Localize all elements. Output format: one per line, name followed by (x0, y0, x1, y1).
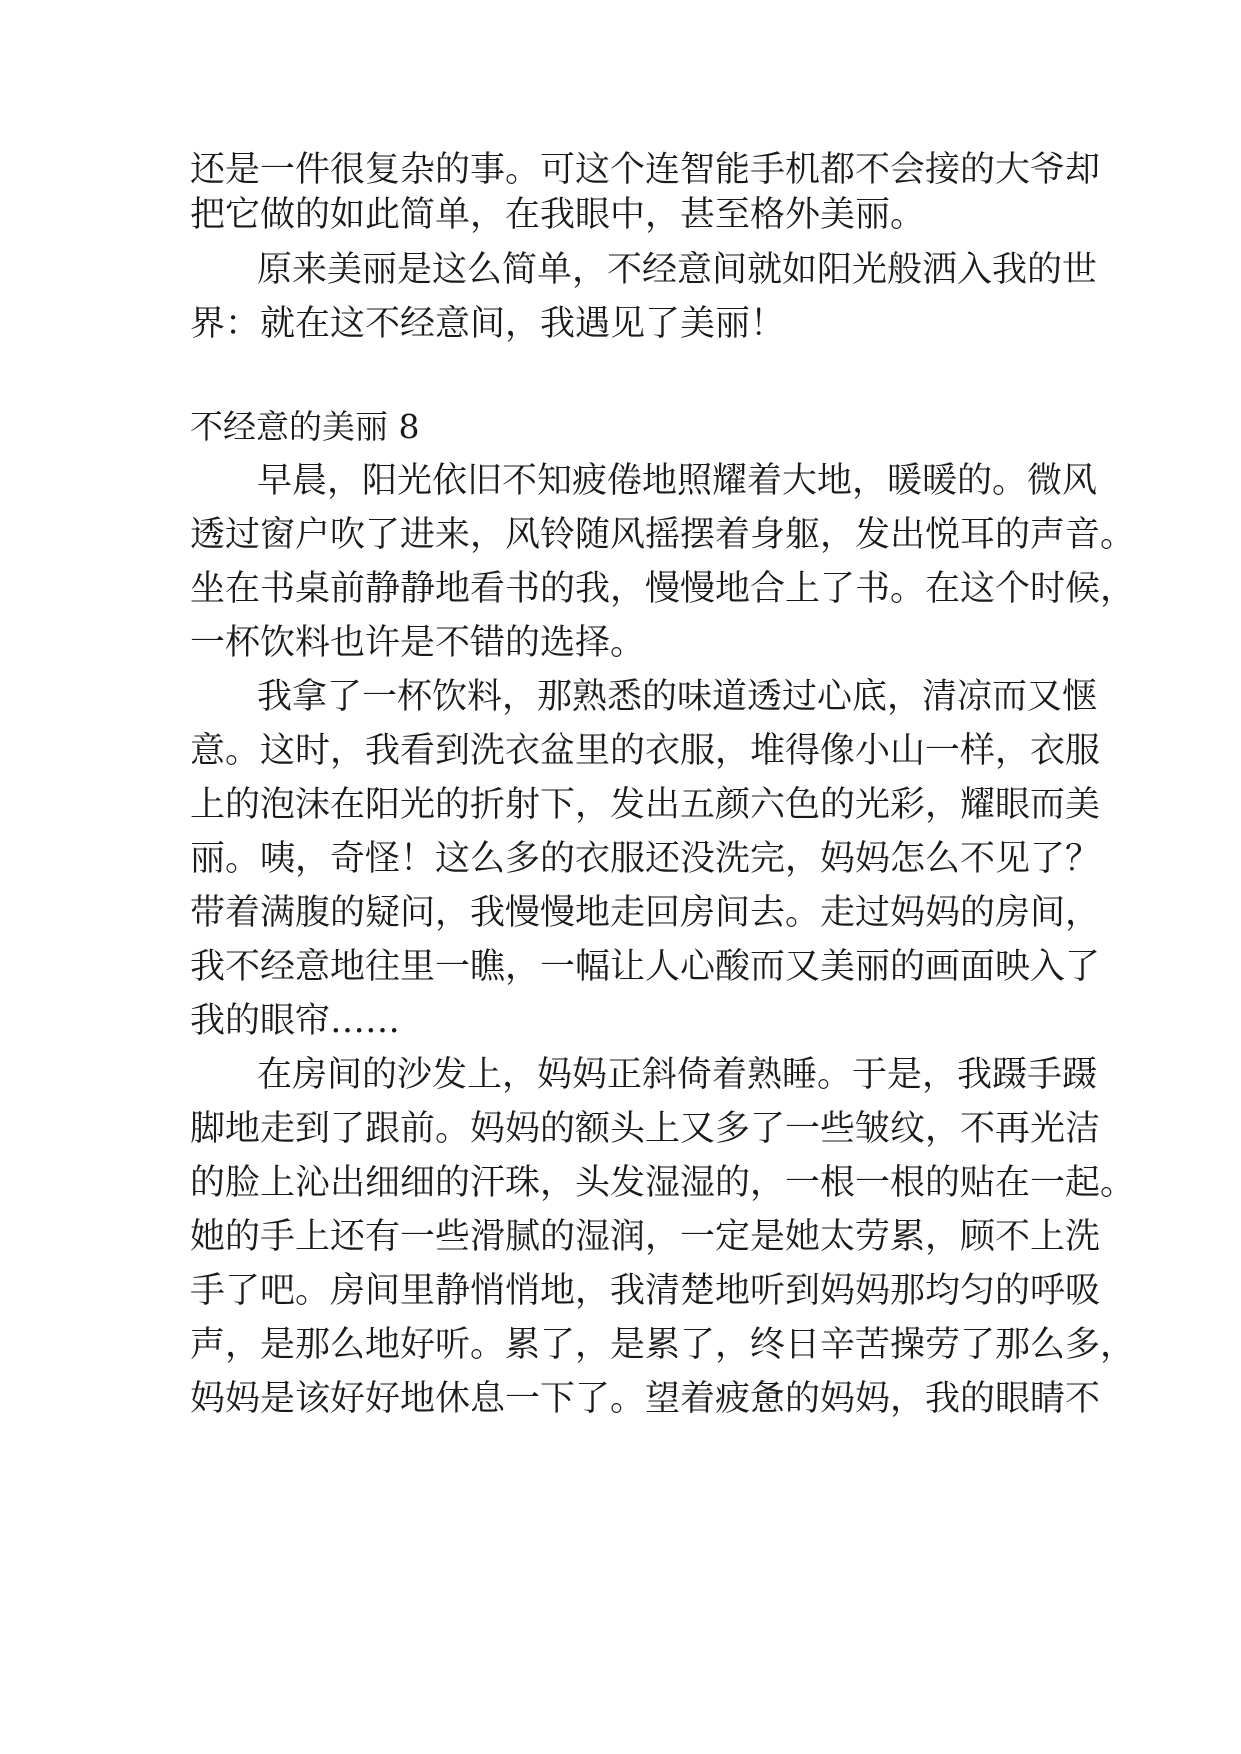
text-line: 妈妈是该好好地休息一下了。望着疲惫的妈妈，我的眼睛不 (190, 1379, 1101, 1419)
text-line: 在房间的沙发上，妈妈正斜倚着熟睡。于是，我蹑手蹑 (257, 1055, 1098, 1095)
text-line: 一杯饮料也许是不错的选择。 (190, 623, 646, 663)
text-line: 原来美丽是这么简单，不经意间就如阳光般洒入我的世 (257, 250, 1098, 290)
text-line: 她的手上还有一些滑腻的湿润，一定是她太劳累，顾不上洗 (190, 1217, 1101, 1257)
text-line: 的脸上沁出细细的汗珠，头发湿湿的，一根一根的贴在一起。 (190, 1163, 1136, 1203)
text-line: 脚地走到了跟前。妈妈的额头上又多了一些皱纹，不再光洁 (190, 1109, 1101, 1149)
text-line: 我的眼帘…… (190, 1001, 401, 1041)
text-line: 意。这时，我看到洗衣盆里的衣服，堆得像小山一样，衣服 (190, 731, 1101, 771)
text-line: 上的泡沫在阳光的折射下，发出五颜六色的光彩，耀眼而美 (190, 785, 1101, 825)
text-line: 坐在书桌前静静地看书的我，慢慢地合上了书。在这个时候， (190, 569, 1136, 609)
text-line: 我拿了一杯饮料，那熟悉的味道透过心底，清凉而又惬 (257, 677, 1098, 717)
text-line: 早晨，阳光依旧不知疲倦地照耀着大地，暖暖的。微风 (257, 461, 1098, 501)
text-line: 界：就在这不经意间，我遇见了美丽！ (190, 304, 786, 344)
text-line: 带着满腹的疑问，我慢慢地走回房间去。走过妈妈的房间， (190, 893, 1101, 933)
section-heading: 不经意的美丽 8 (190, 407, 420, 446)
text-line: 我不经意地往里一瞧，一幅让人心酸而又美丽的画面映入了 (190, 947, 1101, 987)
text-line: 把它做的如此简单，在我眼中，甚至格外美丽。 (190, 195, 926, 235)
text-line: 手了吧。房间里静悄悄地，我清楚地听到妈妈那均匀的呼吸 (190, 1271, 1101, 1311)
text-line: 还是一件很复杂的事。可这个连智能手机都不会接的大爷却 (190, 150, 1101, 190)
text-line: 透过窗户吹了进来，风铃随风摇摆着身躯，发出悦耳的声音。 (190, 515, 1136, 555)
text-line: 声，是那么地好听。累了，是累了，终日辛苦操劳了那么多， (190, 1325, 1136, 1365)
text-line: 丽。咦，奇怪！这么多的衣服还没洗完，妈妈怎么不见了？ (190, 839, 1101, 879)
